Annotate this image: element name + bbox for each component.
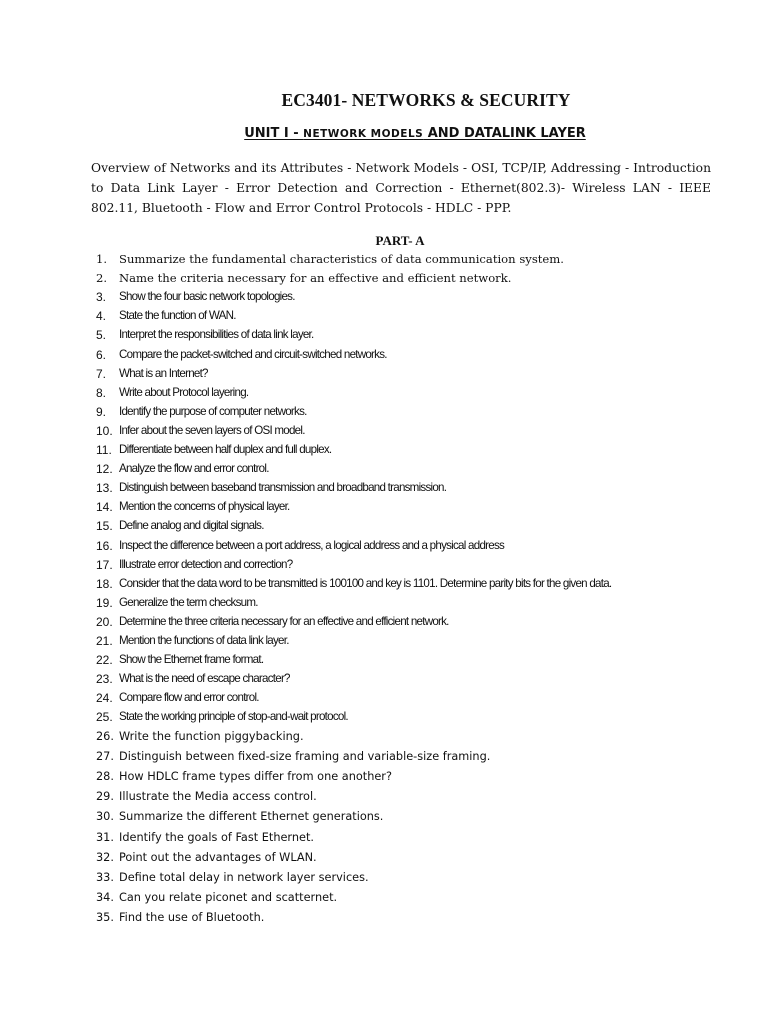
question-item: [0, 405, 768, 425]
question-text: Compare flow and error control.: [119, 691, 259, 704]
question-number: 1.: [96, 252, 108, 266]
question-item: [0, 672, 768, 692]
question-number: 35.: [96, 911, 114, 924]
question-text: Distinguish between fixed-size framing and variable-size framing.: [119, 750, 491, 763]
question-number: 5.: [96, 328, 107, 342]
question-text: Show the Ethernet frame format.: [119, 653, 264, 666]
question-text: Define total delay in network layer services.: [119, 871, 369, 884]
question-number: 25.: [96, 710, 113, 724]
question-item: [0, 831, 768, 851]
question-number: 14.: [96, 500, 113, 514]
question-text: Summarize the fundamental characteristics of data communication system.: [119, 252, 564, 266]
question-item: [0, 386, 768, 406]
question-text: Write the function piggybacking.: [119, 730, 304, 743]
question-text: What is an Internet?: [119, 367, 208, 380]
question-item: [0, 790, 768, 810]
question-text: Illustrate the Media access control.: [119, 790, 317, 803]
question-text: Can you relate piconet and scatternet.: [119, 891, 338, 904]
question-number: 12.: [96, 462, 113, 476]
question-text: Show the four basic network topologies.: [119, 290, 295, 303]
question-number: 34.: [96, 891, 114, 904]
question-text: Identify the goals of Fast Ethernet.: [119, 831, 315, 844]
question-item: [0, 691, 768, 711]
question-item: [0, 328, 768, 348]
unit-title: [0, 126, 768, 141]
question-number: 26.: [96, 730, 114, 743]
question-text: Summarize the different Ethernet generations.: [119, 810, 384, 823]
question-text: Identify the purpose of computer networks.: [119, 405, 307, 418]
question-number: 28.: [96, 770, 114, 783]
question-item: [0, 290, 768, 310]
question-number: 27.: [96, 750, 114, 763]
question-number: 3.: [96, 290, 107, 304]
question-number: 24.: [96, 691, 113, 705]
question-item: [0, 443, 768, 463]
question-number: 4.: [96, 309, 107, 323]
question-number: 23.: [96, 672, 113, 686]
unit-title-prefix: UNIT I -: [244, 126, 304, 141]
question-item: [0, 309, 768, 329]
unit-overview: Overview of Networks and its Attributes - Network Models - OSI, TCP/IP, Addressing - Introduction to Data Link Layer - Error Detection and Correction - Ethernet(802.3)- Wireless LAN - IEEE 802.11, Bluetooth - Flow and Error Control Protocols - HDLC - PPP.: [91, 161, 711, 215]
question-number: 22.: [96, 653, 113, 667]
question-number: 7.: [96, 367, 107, 381]
question-text: Define analog and digital signals.: [119, 519, 264, 532]
question-number: 9.: [96, 405, 107, 419]
question-number: 30.: [96, 810, 114, 823]
question-text: Analyze the flow and error control.: [119, 462, 269, 475]
question-item: [0, 577, 768, 597]
question-item: [0, 710, 768, 730]
question-item: [0, 271, 768, 291]
question-text: Interpret the responsibilities of data link layer.: [119, 328, 314, 341]
question-item: [0, 770, 768, 790]
question-text: Infer about the seven layers of OSI model.: [119, 424, 305, 437]
question-item: [0, 558, 768, 578]
question-number: 33.: [96, 871, 114, 884]
question-text: Mention the functions of data link layer.: [119, 634, 289, 647]
question-item: [0, 367, 768, 387]
question-text: Point out the advantages of WLAN.: [119, 851, 317, 864]
question-text: Find the use of Bluetooth.: [119, 911, 265, 924]
question-text: Illustrate error detection and correction?: [119, 558, 293, 571]
question-number: 31.: [96, 831, 114, 844]
question-text: Consider that the data word to be transmitted is 100100 and key is 1101. Determine parity bits for the given data.: [119, 577, 612, 590]
question-number: 16.: [96, 539, 113, 553]
question-item: [0, 750, 768, 770]
question-item: [0, 810, 768, 830]
question-item: [0, 500, 768, 520]
question-text: Differentiate between half duplex and full duplex.: [119, 443, 332, 456]
question-item: [0, 653, 768, 673]
question-text: State the function of WAN.: [119, 309, 236, 322]
question-text: Determine the three criteria necessary for an effective and efficient network.: [119, 615, 449, 628]
question-text: Inspect the difference between a port address, a logical address and a physical address: [119, 539, 505, 552]
question-item: [0, 730, 768, 750]
question-text: How HDLC frame types differ from one another?: [119, 770, 392, 783]
question-text: What is the need of escape character?: [119, 672, 290, 685]
question-number: 11.: [96, 443, 112, 457]
question-item: [0, 252, 768, 272]
question-text: State the working principle of stop-and-wait protocol.: [119, 710, 348, 723]
question-number: 6.: [96, 348, 107, 362]
question-item: [0, 539, 768, 559]
question-item: [0, 891, 768, 911]
question-number: 15.: [96, 519, 113, 533]
question-text: Mention the concerns of physical layer.: [119, 500, 290, 513]
unit-title-suffix: AND DATALINK LAYER: [423, 126, 586, 141]
question-text: Generalize the term checksum.: [119, 596, 258, 609]
question-text: Name the criteria necessary for an effective and efficient network.: [119, 271, 512, 285]
question-number: 20.: [96, 615, 113, 629]
question-text: Distinguish between baseband transmission and broadband transmission.: [119, 481, 447, 494]
question-number: 18.: [96, 577, 113, 591]
question-item: [0, 634, 768, 654]
question-number: 17.: [96, 558, 113, 572]
question-item: [0, 519, 768, 539]
question-text: Compare the packet-switched and circuit-switched networks.: [119, 348, 387, 361]
question-number: 13.: [96, 481, 113, 495]
question-item: [0, 615, 768, 635]
question-item: [0, 871, 768, 891]
question-item: [0, 348, 768, 368]
question-number: 10.: [96, 424, 113, 438]
question-text: Write about Protocol layering.: [119, 386, 249, 399]
question-number: 19.: [96, 596, 113, 610]
unit-title-smallcaps: NETWORK MODELS: [303, 128, 424, 140]
question-item: [0, 596, 768, 616]
question-number: 21.: [96, 634, 113, 648]
course-title: EC3401- NETWORKS & SECURITY: [281, 90, 571, 110]
question-number: 32.: [96, 851, 114, 864]
question-item: [0, 424, 768, 444]
question-number: 29.: [96, 790, 114, 803]
question-item: [0, 462, 768, 482]
question-number: 2.: [96, 271, 108, 285]
question-item: [0, 851, 768, 871]
question-item: [0, 911, 768, 931]
question-item: [0, 481, 768, 501]
question-number: 8.: [96, 386, 107, 400]
part-title: PART- A: [375, 233, 425, 248]
